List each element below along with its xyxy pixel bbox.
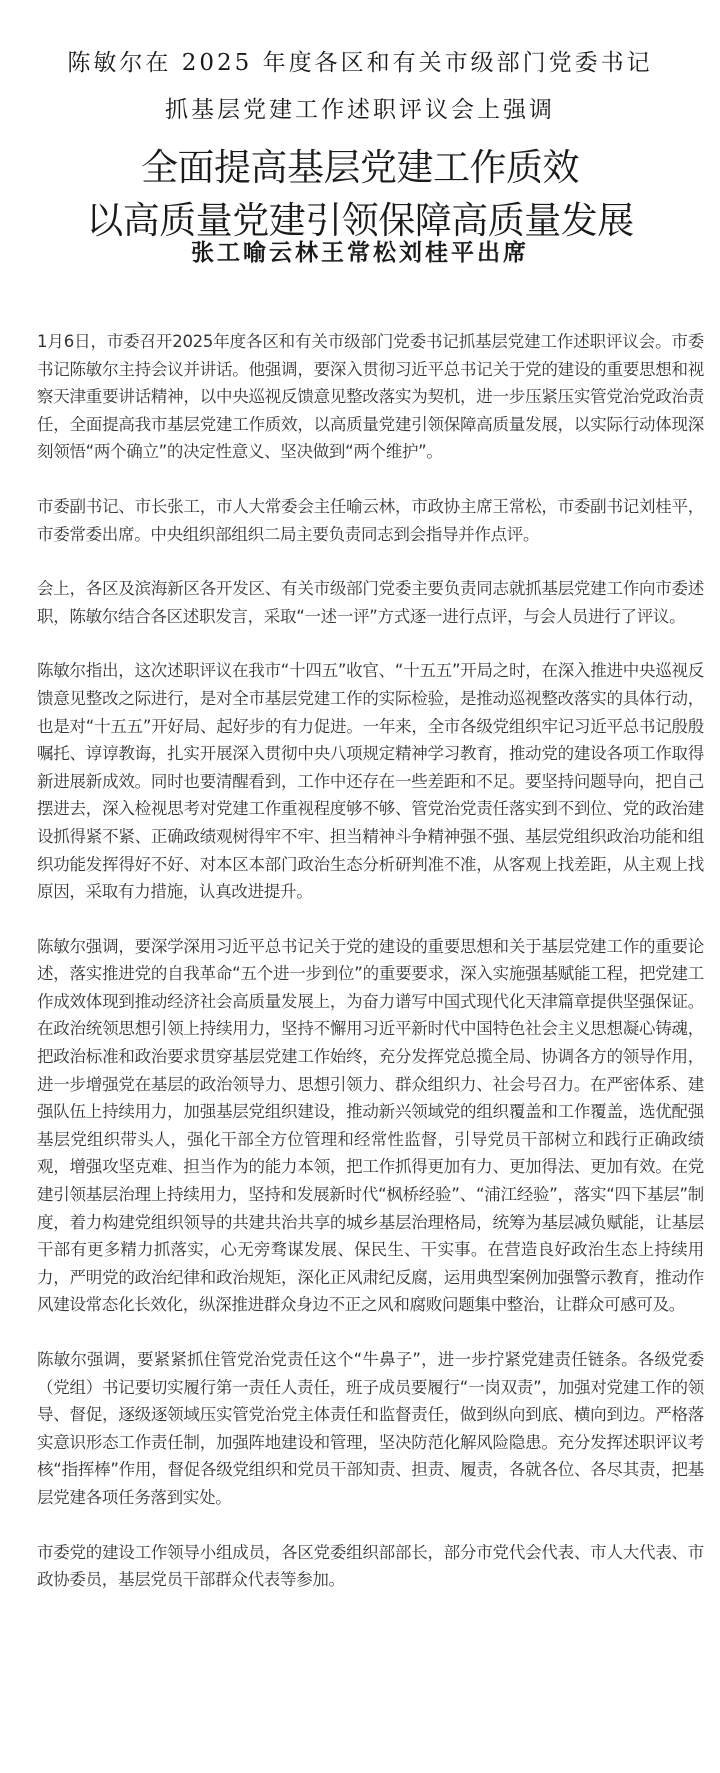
kicker-line-2: 抓基层党建工作述职评议会上强调 [165,97,555,123]
kicker-line-1: 陈敏尔在 2025 年度各区和有关市级部门党委书记 [67,50,653,76]
headline-line-1: 全面提高基层党建工作质效 [141,146,579,189]
paragraph-1: 1月6日，市委召开2025年度各区和有关市级部门党委书记抓基层党建工作述职评议会。市委书记陈敏尔主持会议并讲话。他强调，要深入贯彻习近平总书记关于党的建设的重要思想和视察天津重要讲话精神，以中央巡视反馈意见整改落实为契机，进一步压紧压实管党治党政治责任，全面提高我市基层党建工作质效，以高质量党建引领保障高质量发展，以实际行动体现深刻领悟“两个确立”的决定性意义、坚决做到“两个维护”。 [37,332,704,462]
paragraph-2: 市委副书记、市长张工，市人大常委会主任喻云林，市政协主席王常松，市委副书记刘桂平，市委常委出席。中央组织部组织二局主要负责同志到会指导并作点评。 [37,496,704,544]
paragraph-6: 陈敏尔强调，要紧紧抓住管党治党责任这个“牛鼻子”，进一步拧紧党建责任链条。各级党委（党组）书记要切实履行第一责任人责任，班子成员要履行“一岗双责”，加强对党建工作的领导、督促，逐级逐领域压实管党治党主体责任和监督责任，做到纵向到底、横向到边。严格落实意识形态工作责任制，加强阵地建设和管理，坚决防范化解风险隐患。充分发挥述职评议考核“指挥棒”作用，督促各级党组织和党员干部知责、担责、履责，各就各位、各尽其责，把基层党建各项任务落到实处。 [37,1350,704,1507]
article-body [37,328,704,1621]
paragraph-3: 会上，各区及滨海新区各开发区、有关市级部门党委主要负责同志就抓基层党建工作向市委述职，陈敏尔结合各区述职发言，采取“一述一评”方式逐一进行点评，与会人员进行了评议。 [37,579,704,626]
subtitle: 张工喻云林王常松刘桂平出席 [191,239,529,266]
paragraph-7: 市委党的建设工作领导小组成员，各区党委组织部部长，部分市党代会代表、市人大代表、市政协委员，基层党员干部群众代表等参加。 [37,1542,704,1590]
headline-line-2: 以高质量党建引领保障高质量发展 [86,199,634,242]
paragraph-4: 陈敏尔指出，这次述职评议在我市“十四五”收官、“十五五”开局之时，在深入推进中央巡视反馈意见整改之际进行，是对全市基层党建工作的实际检验，是推动巡视整改落实的具体行动，也是对“十五五”开好局、起好步的有力促进。一年来，全市各级党组织牢记习近平总书记殷殷嘱托、谆谆教诲，扎实开展深入贯彻中央八项规定精神学习教育，推动党的建设各项工作取得新进展新成效。同时也要清醒看到，工作中还存在一些差距和不足。要坚持问题导向，把自己摆进去，深入检视思考对党建工作重视程度够不够、管党治党责任落实到不到位、党的政治建设抓得紧不紧、正确政绩观树得牢不牢、担当精神斗争精神强不强、基层党组织政治功能和组织功能发挥得好不好、对本区本部门政治生态分析研判准不准，从客观上找差距，从主观上找原因，采取有力措施，认真改进提升。 [37,661,704,902]
paragraph-5: 陈敏尔强调，要深学深用习近平总书记关于党的建设的重要思想和关于基层党建工作的重要论述，落实推进党的自我革命“五个进一步到位”的重要要求，深入实施强基赋能工程，把党建工作成效体现到推动经济社会高质量发展上，为奋力谱写中国式现代化天津篇章提供坚强保证。在政治统领思想引领上持续用力，坚持不懈用习近平新时代中国特色社会主义思想凝心铸魂，把政治标准和政治要求贯穿基层党建工作始终，充分发挥党总揽全局、协调各方的领导作用，进一步增强党在基层的政治领导力、思想引领力、群众组织力、社会号召力。在严密体系、建强队伍上持续用力，加强基层党组织建设，推动新兴领域党的组织覆盖和工作覆盖，选优配强基层党组织带头人，强化干部全方位管理和经常性监督，引导党员干部树立和践行正确政绩观，增强攻坚克难、担当作为的能力本领，把工作抓得更加有力、更加得法、更加有效。在党建引领基层治理上持续用力，坚持和发展新时代“枫桥经验”、“浦江经验”，落实“四下基层”制度，着力构建党组织领导的共建共治共享的城乡基层治理格局，统筹为基层减负赋能，让基层干部有更多精力抓落实，心无旁骛谋发展、保民生、干实事。在营造良好政治生态上持续用力，严明党的政治纪律和政治规矩，深化正风肃纪反腐，运用典型案例加强警示教育，推动作风建设常态化长效化，纵深推进群众身边不正之风和腐败问题集中整治，让群众可感可及。 [37,936,704,1315]
